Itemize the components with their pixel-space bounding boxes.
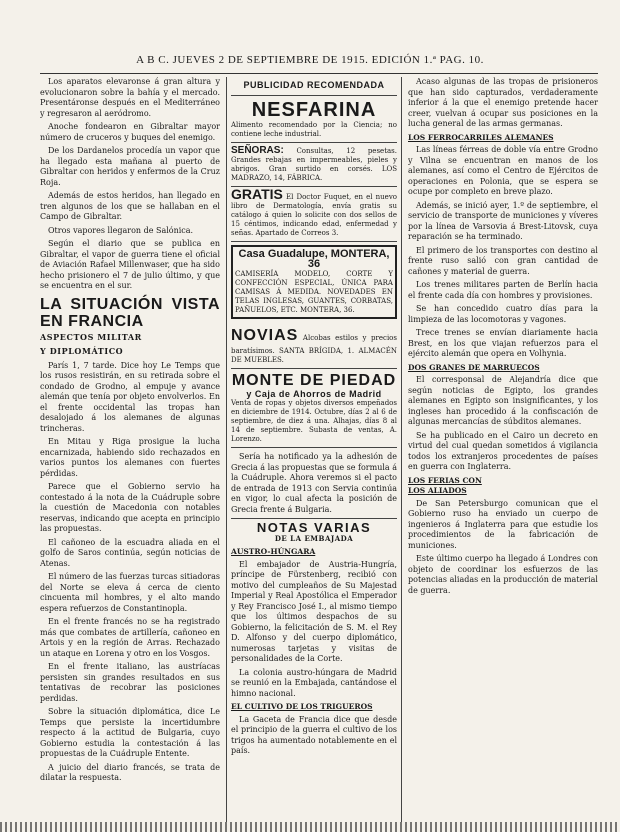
ad-text: Venta de ropas y objetos diversos empeñados en diciembre de 1914. Octubre, días 2 al 6 de septiembre, de diez á una. Alhajas, días 8 al 14 de septiembre. Subasta de ventas, A. Lorenzo. <box>231 399 397 443</box>
ad-brand: MONTE DE PIEDAD <box>231 371 397 389</box>
article-paragraph: Acaso algunas de las tropas de prisioneros que han sido capturados, verdaderamente inferior á la que el enemigo pretende hacer creer, vuelvan á ocupar sus posiciones en la lucha general de las armas germanas. <box>408 77 598 128</box>
ad-monte-de-piedad <box>231 369 397 449</box>
article-paragraph: A juicio del diario francés, se trata de dilatar la respuesta. <box>40 762 220 782</box>
ad-lead: SEÑORAS: <box>231 144 284 156</box>
article-subheadline: Y DIPLOMÁTICO <box>40 346 124 356</box>
ad-gratis <box>231 187 397 242</box>
article-paragraph: Según el diario que se publica en Gibraltar, el vapor de guerra tiene el oficial de Aviación Rafael Millenwaser, que ha sido hecho prisionero el 7 de julio último, y que se encuentra en el sur. <box>40 239 220 290</box>
article-paragraph: Parece que el Gobierno servio ha contestado á la nota de la Cuádruple sobre la cuestión de Macedonia con notables reservas, indicando que acepta en principio las propuestas. <box>40 482 220 533</box>
ad-text: Alcobas estilos y precios baratísimos. SANTA BRÍGIDA, 1. ALMACÉN DE MUEBLES. <box>231 333 397 364</box>
article-paragraph: Sobre la situación diplomática, dice Le Temps que persiste la incertidumbre respecto á la actitud de Bulgaria, cuyo Gobierno estudia la contestación á las propuestas de la Cuádruple Entente. <box>40 707 220 758</box>
article-paragraph: De los Dardanelos procedía un vapor que ha llegado esta mañana al puerto de Gibraltar con heridos y enfermos de la Cruz Roja. <box>40 146 220 187</box>
article-headline: LA SITUACIÓN VISTA EN FRANCIA <box>40 295 220 330</box>
bottom-edge-texture <box>0 822 620 832</box>
article-paragraph: De San Petersburgo comunican que el Gobierno ruso ha enviado un cuerpo de ingenieros á Inglaterra para que estudie los procedimientos de la fabricación de municiones. <box>408 498 598 550</box>
article-paragraph: Además, se inició ayer, 1.º de septiembre, el servicio de transporte de municiones y víveres por la línea de Varsovia á Brest-Litovsk, cuya reparación se ha terminado. <box>408 200 598 241</box>
article-paragraph: Además de estos heridos, han llegado en tren algunos de los que se hallaban en el Campo de Gibraltar. <box>40 191 220 221</box>
section-title: LOS FERROCARRILES ALEMANES <box>408 132 554 142</box>
article-paragraph: En Mitau y Riga prosigue la lucha encarnizada, habiendo sido rechazados en varios puntos los alemanes con fuertes pérdidas. <box>40 437 220 478</box>
ad-subtitle: y Caja de Ahorros de Madrid <box>246 388 382 399</box>
section-title: DOS GRANES DE MARRUECOS <box>408 362 540 372</box>
article-paragraph: Los trenes militares parten de Berlín hacia el frente cada día con hombres y provisiones. <box>408 280 598 300</box>
section-title: AUSTRO-HÚNGARA <box>231 547 316 556</box>
article-paragraph: Se han concedido cuatro días para la limpieza de las locomotoras y vagones. <box>408 304 598 324</box>
ad-text: Consultas, 12 pesetas. Grandes rebajas en impermeables, pieles y abrigos. Gran surtido en corsés. LOS MADRAZO, 14, FÁBRICA. <box>231 146 397 182</box>
article-paragraph: La colonia austro-húngara de Madrid se reunió en la Embajada, cantándose el himno nacional. <box>231 667 397 698</box>
divider <box>231 518 397 519</box>
article-paragraph: Este último cuerpo ha llegado á Londres con objeto de coordinar los esfuerzos de las potencias aliadas en la producción de material de guerra. <box>408 554 598 595</box>
column-left <box>40 77 220 822</box>
ad-brand: Casa Guadalupe, MONTERA, 36 <box>238 247 390 270</box>
ad-text: El Doctor Fuquet, en el nuevo libro de Dermatología, envía gratis su catálogo á quien lo solicite con dos sellos de 15 céntimos, indicando edad, enfermedad y señas. Apartado de Correos 3. <box>231 192 397 237</box>
article-paragraph: Anoche fondearon en Gibraltar mayor número de cruceros y buques del enemigo. <box>40 122 220 142</box>
ad-novias <box>231 322 397 369</box>
article-paragraph: El número de las fuerzas turcas sitiadoras del Norte se eleva á cerca de ciento cincuenta mil hombres, y el alto mando espera refuerzos de Constantinopla. <box>40 572 220 613</box>
article-paragraph: Trece trenes se envían diariamente hacia Brest, en los que viajan refuerzos para el ejército alemán que opera en Volhynia. <box>408 328 598 358</box>
section-title: LOS ALIADOS <box>408 486 467 495</box>
ad-lead: GRATIS <box>231 185 283 202</box>
page-header: A B C. JUEVES 2 DE SEPTIEMBRE DE 1915. EDICIÓN 1.ª PAG. 10. <box>136 54 484 66</box>
article-subheadline: ASPECTOS MILITAR <box>40 331 142 342</box>
ad-senoras <box>231 143 397 187</box>
header-rule <box>40 73 598 74</box>
ad-section-title <box>231 77 397 96</box>
section-headline: NOTAS VARIAS <box>256 520 372 535</box>
article-paragraph: París 1, 7 tarde. Dice hoy Le Temps que los rusos resistirán, en su retirada sobre el condado de Grodno, al empuje y avance alemán que tenía por objeto envolverlos. En el frente occidental las tropas han desalojado á los alemanes de algunas trincheras. <box>40 360 220 433</box>
ad-nesfarina <box>231 96 397 143</box>
section-title: EL CULTIVO DE LOS TRIGUEROS <box>231 702 373 711</box>
article-paragraph: En el frente italiano, las austríacas persisten sin grandes resultados en sus tentativas de recobrar las posiciones perdidas. <box>40 662 220 703</box>
article-paragraph: Las líneas férreas de doble vía entre Grodno y Vilna se encuentran en manos de los alemanes, así como el Centro de Ejércitos de operaciones en Polonia, que se espera se ocupe por completo en breve plazo. <box>408 145 598 196</box>
article-paragraph: El primero de los transportes con destino al frente ruso salió con gran cantidad de cañones y material de guerra. <box>408 245 598 276</box>
article-paragraph: El corresponsal de Alejandría dice que según noticias de Egipto, los grandes alemanes en Egipto son insignificantes, y los ingleses han procedido á la confiscación de algunas mercancías de súbditos alemanes. <box>408 375 598 426</box>
article-paragraph: Se ha publicado en el Cairo un decreto en virtud del cual quedan sometidos á vigilancia todos los extranjeros procedentes de países en guerra con Inglaterra. <box>408 430 598 471</box>
ad-section-heading: PUBLICIDAD RECOMENDADA <box>243 80 385 90</box>
article-paragraph: Sería ha notificado ya la adhesión de Grecia á las propuestas que se formula á la Cuádruple. Ahora veremos si el pacto de entrada de 1913 con Servia continúa en vigor, lo cual afecta la posición de Grecia frente á Bulgaria. <box>231 452 398 514</box>
article-paragraph: Los aparatos elevaronse á gran altura y evolucionaron sobre la bahía y el mercado. Presentáronse después en el Mediterráneo y regresaron al aeródromo. <box>40 77 220 118</box>
article-paragraph: La Gaceta de Francia dice que desde el principio de la guerra el cultivo de los trigos ha aumentado notablemente en el país. <box>231 714 397 755</box>
column-middle <box>226 77 402 822</box>
article-paragraph: En el frente francés no se ha registrado más que combates de artillería, cañoneo en Artois y en la región de Arras. Rechazado un ataque en Lorena y otro en los Vosgos. <box>40 617 220 658</box>
article-paragraph: El embajador de Austria-Hungría, príncipe de Fürstenberg, recibió con motivo del cumpleaños de Su Majestad Imperial y Real Apostólica el Emperador y Rey Francisco José I., al mismo tiempo que los últimos despachos de su Gobierno, la felicitación de S. M. el Rey D. Alfonso y del cuerpo diplomático, numerosas tarjetas y visitas de personalidades de la Corte. <box>231 559 397 663</box>
column-right <box>408 77 598 822</box>
ad-text: Alimento recomendado por la Ciencia; no contiene leche industrial. <box>231 120 397 138</box>
ad-brand: NOVIAS <box>231 326 299 344</box>
ad-casa-guadalupe <box>231 245 397 319</box>
ad-text: CAMISERÍA MODELO, CORTE Y CONFECCIÓN ESPECIAL, ÚNICA PARA CAMISAS Á MEDIDA. NOVEDADES EN TELAS INGLESAS, GUANTES, CORBATAS, PAÑUELOS, ETC. MONTERA, 36. <box>235 269 393 314</box>
section-title: LOS FERIAS CON <box>408 475 482 485</box>
section-subheadline: DE LA EMBAJADA <box>274 533 354 543</box>
article-paragraph: El cañoneo de la escuadra aliada en el golfo de Saros continúa, según noticias de Atenas. <box>40 537 220 568</box>
ad-brand: NESFARINA <box>251 98 377 121</box>
article-paragraph: Otros vapores llegaron de Salónica. <box>48 225 194 235</box>
